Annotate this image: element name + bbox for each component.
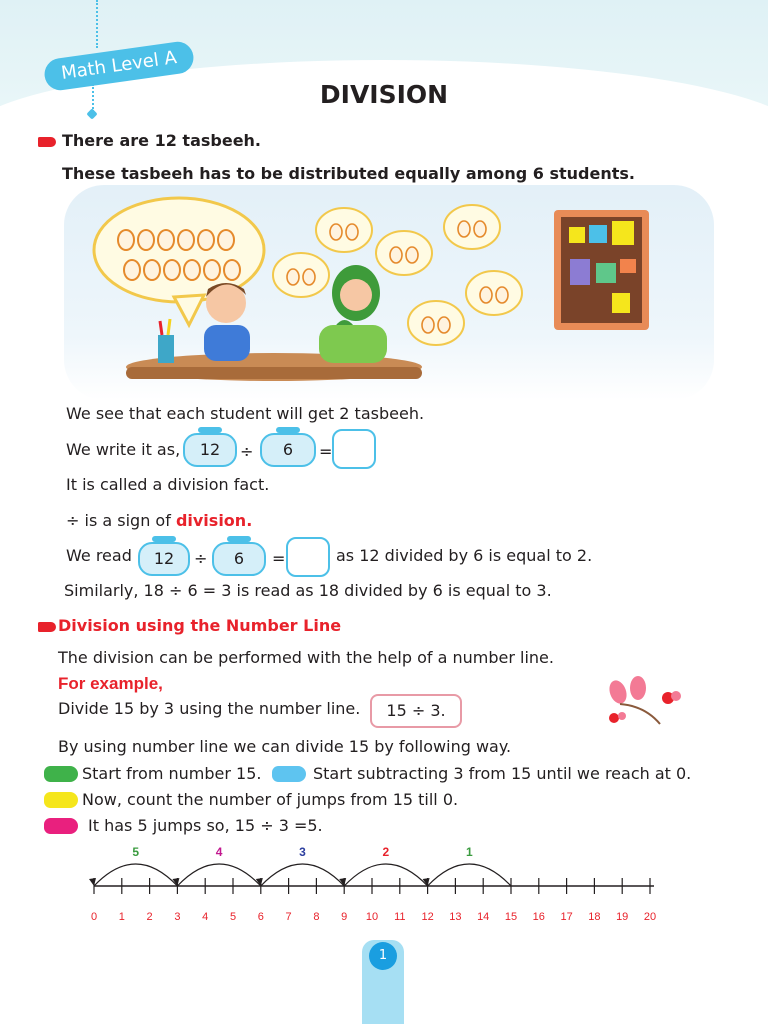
tick-label: 19 — [616, 911, 629, 923]
tick-label: 15 — [504, 911, 518, 923]
see-line: We see that each student will get 2 tasbeeh. — [66, 404, 425, 423]
write-label: We write it as, — [66, 440, 181, 459]
tick-label: 8 — [313, 911, 320, 923]
step-1: Start from number 15. — [82, 764, 262, 783]
jar-dividend-2: 12 — [138, 542, 190, 576]
tick-label: 20 — [643, 911, 657, 923]
jump-label: 3 — [299, 845, 306, 859]
green-step-icon — [44, 766, 78, 782]
tick-label: 2 — [146, 911, 153, 923]
pencil-cup — [158, 335, 174, 363]
jump-arc — [344, 864, 427, 886]
dotted-line — [96, 0, 98, 48]
answer-box[interactable] — [332, 429, 376, 469]
equals-sign: = — [319, 442, 333, 461]
divide-sign-2: ÷ — [194, 549, 208, 568]
tick-label: 7 — [285, 911, 292, 923]
division-word: division — [175, 511, 247, 530]
tick-label: 14 — [477, 911, 490, 923]
example-text: Divide 15 by 3 using the number line. — [58, 699, 361, 718]
tick-label: 12 — [421, 911, 434, 923]
example-label: For example, — [58, 674, 163, 693]
read-suffix: as 12 divided by 6 is equal to 2. — [336, 546, 593, 565]
divide-sign: ÷ — [240, 442, 254, 461]
jar-divisor-2: 6 — [212, 542, 266, 576]
example-tag: 15 ÷ 3. — [370, 694, 462, 728]
jump-arc — [94, 864, 177, 886]
yellow-step-icon — [44, 792, 78, 808]
tick-label: 10 — [365, 911, 379, 923]
jump-label: 1 — [465, 845, 473, 859]
classroom-drawing — [64, 185, 714, 400]
answer-box-2[interactable] — [286, 537, 330, 577]
fact-line: It is called a division fact. — [66, 475, 270, 494]
step-2: Start subtracting 3 from 15 until we reach at 0. — [313, 764, 692, 783]
intro-line-2: These tasbeeh has to be distributed equally among 6 students. — [62, 164, 635, 183]
intro-line-1: There are 12 tasbeeh. — [62, 131, 262, 150]
by-using-line: By using number line we can divide 15 by following way. — [58, 737, 512, 756]
jar-dividend: 12 — [183, 433, 237, 467]
section-intro: The division can be performed with the help of a number line. — [58, 648, 554, 667]
read-label: We read — [66, 546, 132, 565]
pink-step-icon — [44, 818, 78, 834]
tick-label: 5 — [229, 911, 237, 923]
sign-line — [66, 511, 252, 530]
page-title: DIVISION — [319, 80, 449, 109]
tick-label: 17 — [560, 911, 573, 923]
section-heading: Division using the Number Line — [58, 616, 342, 635]
jar-divisor: 6 — [260, 433, 316, 467]
similarly-line: Similarly, 18 ÷ 6 = 3 is read as 18 divided by 6 is equal to 3. — [64, 581, 552, 600]
tick-label: 16 — [532, 911, 545, 923]
tick-label: 9 — [341, 911, 348, 923]
sign-prefix: ÷ is a sign of — [66, 511, 171, 530]
tick-label: 6 — [257, 911, 264, 923]
jump-arc — [177, 864, 260, 886]
level-badge: Math Level A — [43, 40, 196, 93]
red-arrow-icon — [38, 137, 56, 147]
blue-step-icon — [272, 766, 306, 782]
tick-label: 13 — [449, 911, 462, 923]
jump-label: 4 — [215, 845, 223, 859]
tick-label: 11 — [394, 911, 406, 923]
page-number: 1 — [369, 942, 397, 970]
sign-dot: . — [246, 511, 253, 530]
step-4: It has 5 jumps so, 15 ÷ 3 =5. — [88, 816, 323, 835]
jump-arc — [261, 864, 344, 886]
jump-label: 2 — [382, 845, 390, 859]
jump-arc — [428, 864, 511, 886]
boy — [204, 325, 250, 361]
red-arrow-icon — [38, 622, 56, 632]
jump-label: 5 — [132, 845, 140, 859]
number-line — [84, 840, 694, 930]
tick-label: 18 — [588, 911, 601, 923]
equals-sign-2: = — [272, 549, 286, 568]
tick-label: 1 — [118, 911, 125, 923]
tick-label: 3 — [174, 911, 181, 923]
tick-label: 4 — [202, 911, 209, 923]
flower-icon — [600, 676, 686, 728]
step-3: Now, count the number of jumps from 15 till 0. — [82, 790, 459, 809]
speech-bubble-tail — [174, 295, 204, 325]
tick-label: 0 — [90, 911, 98, 923]
